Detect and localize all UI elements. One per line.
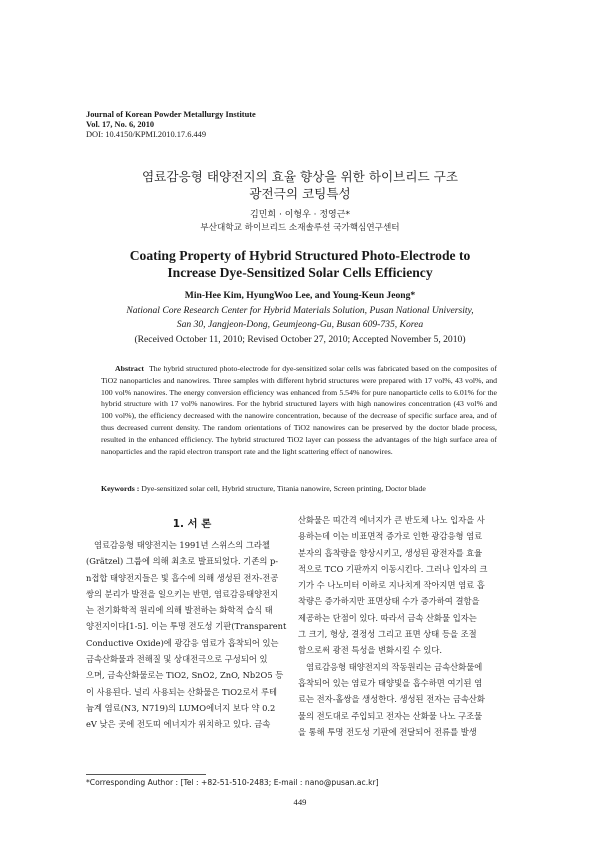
body-line: 산화물은 띠간격 에너지가 큰 반도체 나노 입자을 사 [298, 515, 485, 525]
received-dates: (Received October 11, 2010; Revised October 27, 2010; Accepted November 5, 2010) [134, 334, 466, 345]
body-line: 늄계 염료(N3, N719)의 LUMO에너지 보다 약 0.2 [86, 702, 276, 713]
body-line: 는 전기화학적 원리에 의해 발전하는 화학적 습식 태 [86, 605, 273, 616]
body-line: 물의 전도대로 주입되고 전자는 산화물 나노 구조물 [298, 710, 483, 721]
journal-doi: DOI: 10.4150/KPMI.2010.17.6.449 [86, 130, 207, 139]
english-authors: Min-Hee Kim, HyungWoo Lee, and Young-Keun Jeong* [184, 290, 416, 301]
body-line: Conductive Oxide)에 광감응 염료가 흡착되어 있는 [86, 637, 279, 648]
body-column-left [86, 537, 318, 733]
english-affiliation-line2: San 30, Jangjeon-Dong, Geumjeong-Gu, Busan 609-735, Korea [176, 319, 424, 330]
journal-name: Journal of Korean Powder Metallurgy Institute [86, 110, 256, 119]
body-line: 료는 전자-홀쌍을 생성한다. 생성된 전자는 금속산화 [298, 694, 485, 705]
korean-title-line2: 광전극의 코팅특성 [249, 186, 351, 201]
english-title-line2: Increase Dye-Sensitized Solar Cells Efficiency [167, 265, 433, 280]
body-line: 기가 수 나노미터 이하로 지나치게 작아지면 염료 흡 [298, 580, 485, 591]
body-line: 분자의 흡착량을 향상시키고, 생성된 광전자를 효율 [298, 547, 483, 558]
body-line: 착량은 증가하지만 표면상태 수가 증가하여 결함을 [298, 596, 480, 607]
body-line: 그 크기, 형상, 결정성 그리고 표면 상태 등을 조절 [298, 629, 477, 640]
abstract [101, 363, 497, 457]
keywords [101, 484, 497, 493]
page-number: 449 [293, 797, 307, 807]
body-line: 이 사용된다. 널리 사용되는 산화물은 TiO2로서 루테 [86, 686, 278, 697]
korean-authors: 김민희 · 이형우 · 정영근* [250, 210, 350, 220]
body-line: 쌍의 분리가 발전을 일으키는 반면, 염료감응태양전지 [86, 588, 279, 599]
body-line: 제공하는 단점이 있다. 따라서 금속 산화물 입자는 [298, 612, 477, 623]
body-line: 염료감응형 태양전지는 1991년 스위스의 그라첼 [94, 540, 270, 550]
section-heading: 1. 서 론 [172, 518, 212, 530]
body-line: 양전지이다[1-5]. 이는 투명 전도성 기판(Transparent [86, 621, 287, 632]
korean-title-line1: 염료감응형 태양전지의 효율 향상을 위한 하이브리드 구조 [142, 169, 458, 184]
body-line: 함으로써 광전 특성을 변화시킬 수 있다. [298, 645, 443, 656]
body-line: 흡착되어 있는 염료가 태양빛을 흡수하면 여기된 염 [298, 677, 483, 688]
journal-volume: Vol. 17, No. 6, 2010 [86, 120, 155, 129]
body-line: 적으로 TCO 기판까지 이동시킨다. 그러나 입자의 크 [298, 563, 488, 574]
body-line: (Grätzel) 그룹에 의해 최초로 발표되었다. 기존의 p- [86, 556, 279, 567]
keywords-label: Keywords : [101, 484, 140, 493]
footnote-divider [86, 774, 206, 775]
keywords-text: Dye-sensitized solar cell, Hybrid structure, Titania nanowire, Screen printing, Doctor blade [141, 484, 426, 493]
body-column-right [298, 512, 530, 740]
body-line: 으며, 금속산화물로는 TiO2, SnO2, ZnO, Nb2O5 등 [86, 670, 284, 681]
abstract-label: Abstract [115, 364, 145, 373]
body-line: 금속산화물과 전해질 및 상대전극으로 구성되어 있 [86, 654, 268, 665]
body-line: 을 통해 투명 전도성 기판에 전달되어 전류를 발생 [298, 726, 477, 737]
body-line: n접합 태양전지들은 빛 흡수에 의해 생성된 전자-전공 [86, 572, 279, 583]
english-affiliation-line1: National Core Research Center for Hybrid Materials Solution, Pusan National University, [126, 305, 474, 316]
body-line: 용하는데 이는 비표면적 증가로 인한 광감응형 염료 [298, 531, 483, 542]
journal-header [86, 110, 256, 140]
body-line: 염료감응형 태양전지의 작동원리는 금속산화물에 [306, 661, 483, 672]
english-title-line1: Coating Property of Hybrid Structured Photo-Electrode to [129, 248, 471, 263]
corresponding-author-footnote: *Corresponding Author : [Tel : +82-51-510-2483; E-mail : nano@pusan.ac.kr] [86, 778, 379, 787]
abstract-text: The hybrid structured photo-electrode for dye-sensitized solar cells was fabricated based on the composites of TiO2 nanoparticles and nanowires. Three samples with different hybrid structures were prepared with 17 vol%, 43 vol%, and 100 vol% nanowires. The energy conversion efficiency was enhanced from 5.54% for pure nanoparticle cells to 6.01% for the hybrid structure with 17 vol% nanowires. For the hybrid structured layers with high nanowires concentration (43 vol% and 100 vol%), the efficiency decreased with the nanowire concentration, because of the decrease of specific surface area, and of thus decreased current density. The random orientations of TiO2 nanowires can be preserved by the doctor blade process, resulted in the enhanced efficiency. The hybrid structured TiO2 layer can possess the advantages of the high surface area of nanoparticles and the rapid electron transport rate and the light scattering effect of nanowires. [101, 364, 497, 456]
korean-affiliation: 부산대학교 하이브리드 소재솔루션 국가핵심연구센터 [200, 223, 400, 233]
body-line: eV 낮은 곳에 전도띠 에너지가 위치하고 있다. 금속 [86, 719, 271, 730]
